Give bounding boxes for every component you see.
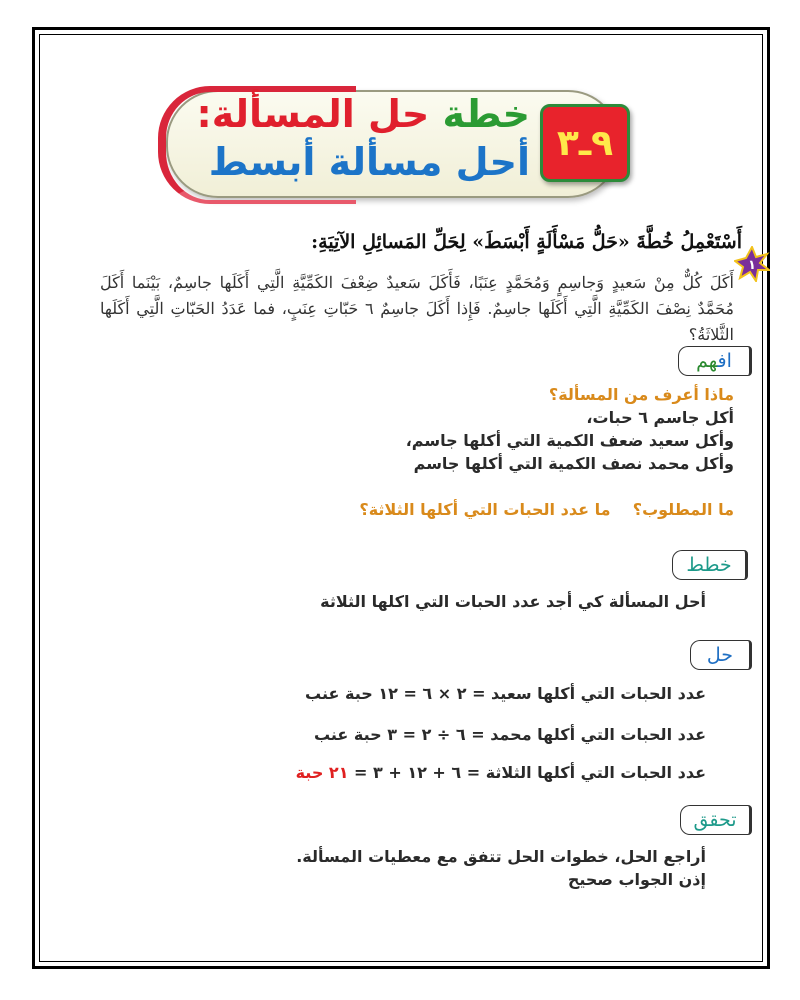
tab-understand-label-b: هم xyxy=(696,350,718,372)
problem-number: ١ xyxy=(748,258,756,273)
banner-subtitle: أحل مسألة أبسط xyxy=(208,140,530,184)
solve-final-answer: ٢١ حبة xyxy=(295,763,349,782)
solve-line-1: عدد الحبات التي أكلها سعيد = ٢ × ٦ = ١٢ حبة عنب xyxy=(305,684,706,703)
instruction-text: أَسْتَعْمِلُ خُطَّةَ «حَلُّ مَسْأَلَةٍ أَبْسَطَ» لِحَلِّ المَسائِلِ الآتِيَةِ: xyxy=(311,231,742,253)
known-line-2: وأكل سعيد ضعف الكمية التي أكلها جاسم، xyxy=(405,431,734,450)
problem-number-star-icon xyxy=(734,246,770,282)
required-row xyxy=(359,500,734,519)
tab-plan-label: خطط xyxy=(686,554,732,576)
required-answer: ما عدد الحبات التي أكلها الثلاثة؟ xyxy=(359,500,611,519)
title-word-solve: حل xyxy=(368,92,430,136)
title-word-plan: خطة xyxy=(442,92,530,136)
tab-check xyxy=(680,805,752,835)
tab-understand xyxy=(678,346,752,376)
tab-check-label: تحقق xyxy=(693,809,737,831)
solve-line-2: عدد الحبات التي أكلها محمد = ٦ ÷ ٢ = ٣ حبة عنب xyxy=(313,725,706,744)
check-line-1: أراجع الحل، خطوات الحل تتفق مع معطيات المسألة. xyxy=(296,847,706,866)
tab-solve xyxy=(690,640,752,670)
known-line-1: أكل جاسم ٦ حبات، xyxy=(586,408,734,427)
banner-title xyxy=(197,92,530,136)
lesson-number-badge: ٩ـ٣ xyxy=(540,104,630,182)
check-line-2: إذن الجواب صحيح xyxy=(567,870,706,889)
plan-text: أحل المسألة كي أجد عدد الحبات التي اكلها الثلاثة xyxy=(320,592,706,611)
lesson-banner xyxy=(158,86,626,201)
known-question: ماذا أعرف من المسألة؟ xyxy=(548,385,734,404)
solve-line-3-prefix: عدد الحبات التي أكلها الثلاثة = ٦ + ١٢ + ٣ = xyxy=(348,763,706,782)
problem-text: أَكَلَ كُلٌّ مِنْ سَعيدٍ وَجاسِمٍ وَمُحَمَّدٍ عِنَبًا، فَأَكَلَ سَعيدٌ ضِعْفَ الكَمِّيَّةِ الَّتِي أَكَلَها جاسِمٌ، بَيْنَما أَكَلَ مُحَمَّدٌ نِصْفَ الكَمِّيَّةِ الَّتِي أَكَلَها جاسِمٌ. فَإِذا أَكَلَ جاسِمٌ ٦ حَبّاتِ عِنَبٍ، فما عَدَدُ الحَبّاتِ الَّتِي أَكَلَها الثَّلاثَةُ؟ xyxy=(100,273,734,344)
known-line-3: وأكل محمد نصف الكمية التي أكلها جاسم xyxy=(413,454,734,473)
title-word-problem: المسألة: xyxy=(196,92,355,136)
tab-solve-label: حل xyxy=(706,644,734,666)
required-question: ما المطلوب؟ xyxy=(632,500,734,519)
tab-plan xyxy=(672,550,748,580)
solve-line-3 xyxy=(296,763,706,782)
tab-understand-label-a: اف xyxy=(717,350,732,372)
